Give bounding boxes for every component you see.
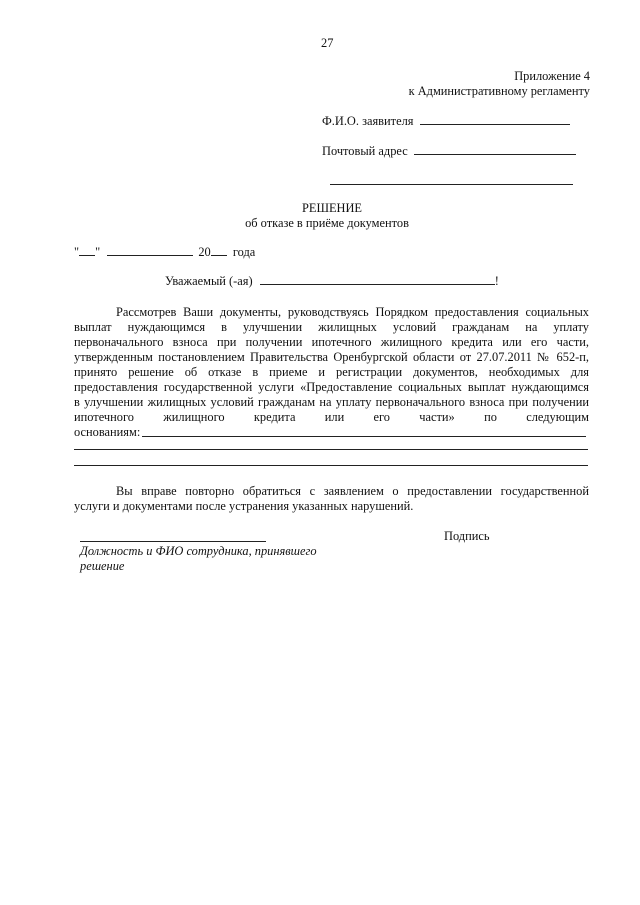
applicant-address-label: Почтовый адрес <box>322 144 408 158</box>
applicant-address-field[interactable] <box>414 143 576 155</box>
document-subtitle: об отказе в приёме документов <box>245 216 409 230</box>
body-line-6: предоставления государственной услуги «Предоставление социальных выплат нуждающимся <box>74 380 589 394</box>
greeting-name-field[interactable] <box>260 273 495 285</box>
reapply-line-2: услуги и документами после устранения указанных нарушений. <box>74 499 414 513</box>
applicant-fio-field[interactable] <box>420 113 570 125</box>
reapply-line-1: Вы вправе повторно обратиться с заявлением о предоставлении государственной <box>116 484 589 498</box>
applicant-fio-row <box>322 113 570 129</box>
body-line-7: в улучшении жилищных условий гражданам на уплату первоначального взноса при получении <box>74 395 589 409</box>
applicant-address-extra-line[interactable] <box>330 184 573 185</box>
body-line-8: ипотечного жилищного кредита или его части» по следующим <box>74 410 589 424</box>
signature-label: Подпись <box>444 529 490 543</box>
body-line-1: Рассмотрев Ваши документы, руководствуясь Порядком предоставления социальных <box>116 305 589 319</box>
signature-caption-line-2: решение <box>80 559 125 573</box>
greeting-row <box>165 273 499 289</box>
applicant-address-row <box>322 143 576 159</box>
date-row <box>74 244 255 260</box>
date-day-field[interactable] <box>79 244 95 256</box>
signature-caption-line-1: Должность и ФИО сотрудника, принявшего <box>80 544 317 558</box>
greeting-end: ! <box>494 274 499 288</box>
date-year-field[interactable] <box>211 244 227 256</box>
date-year-suffix: года <box>232 245 256 259</box>
appendix-line-2: к Административному регламенту <box>408 84 590 98</box>
date-year-prefix: 20 <box>198 245 211 259</box>
applicant-fio-label: Ф.И.О. заявителя <box>322 114 414 128</box>
date-quote-close: " <box>95 245 101 259</box>
body-line-5: принято решение об отказе в приеме и регистрации документов, необходимых для <box>74 365 589 379</box>
body-line-2: выплат нуждающимся в улучшении жилищных условий гражданам на уплату <box>74 320 589 334</box>
appendix-line-1: Приложение 4 <box>514 69 590 83</box>
date-quote-open: " <box>74 245 80 259</box>
grounds-label: основаниям: <box>74 425 141 439</box>
grounds-line-2[interactable] <box>74 449 588 450</box>
grounds-line-3[interactable] <box>74 465 588 466</box>
date-month-field[interactable] <box>107 244 193 256</box>
body-line-4: утвержденным постановлением Правительства Оренбургской области от 27.07.2011 № 652-п, <box>74 350 589 364</box>
signature-official-line[interactable] <box>80 541 266 542</box>
greeting-label: Уважаемый (-ая) <box>165 274 253 288</box>
grounds-line-1[interactable] <box>142 436 586 437</box>
document-title: РЕШЕНИЕ <box>302 201 362 215</box>
page-number: 27 <box>321 36 334 50</box>
body-line-3: первоначального взноса при получении ипотечного жилищного кредита или его части, <box>74 335 589 349</box>
